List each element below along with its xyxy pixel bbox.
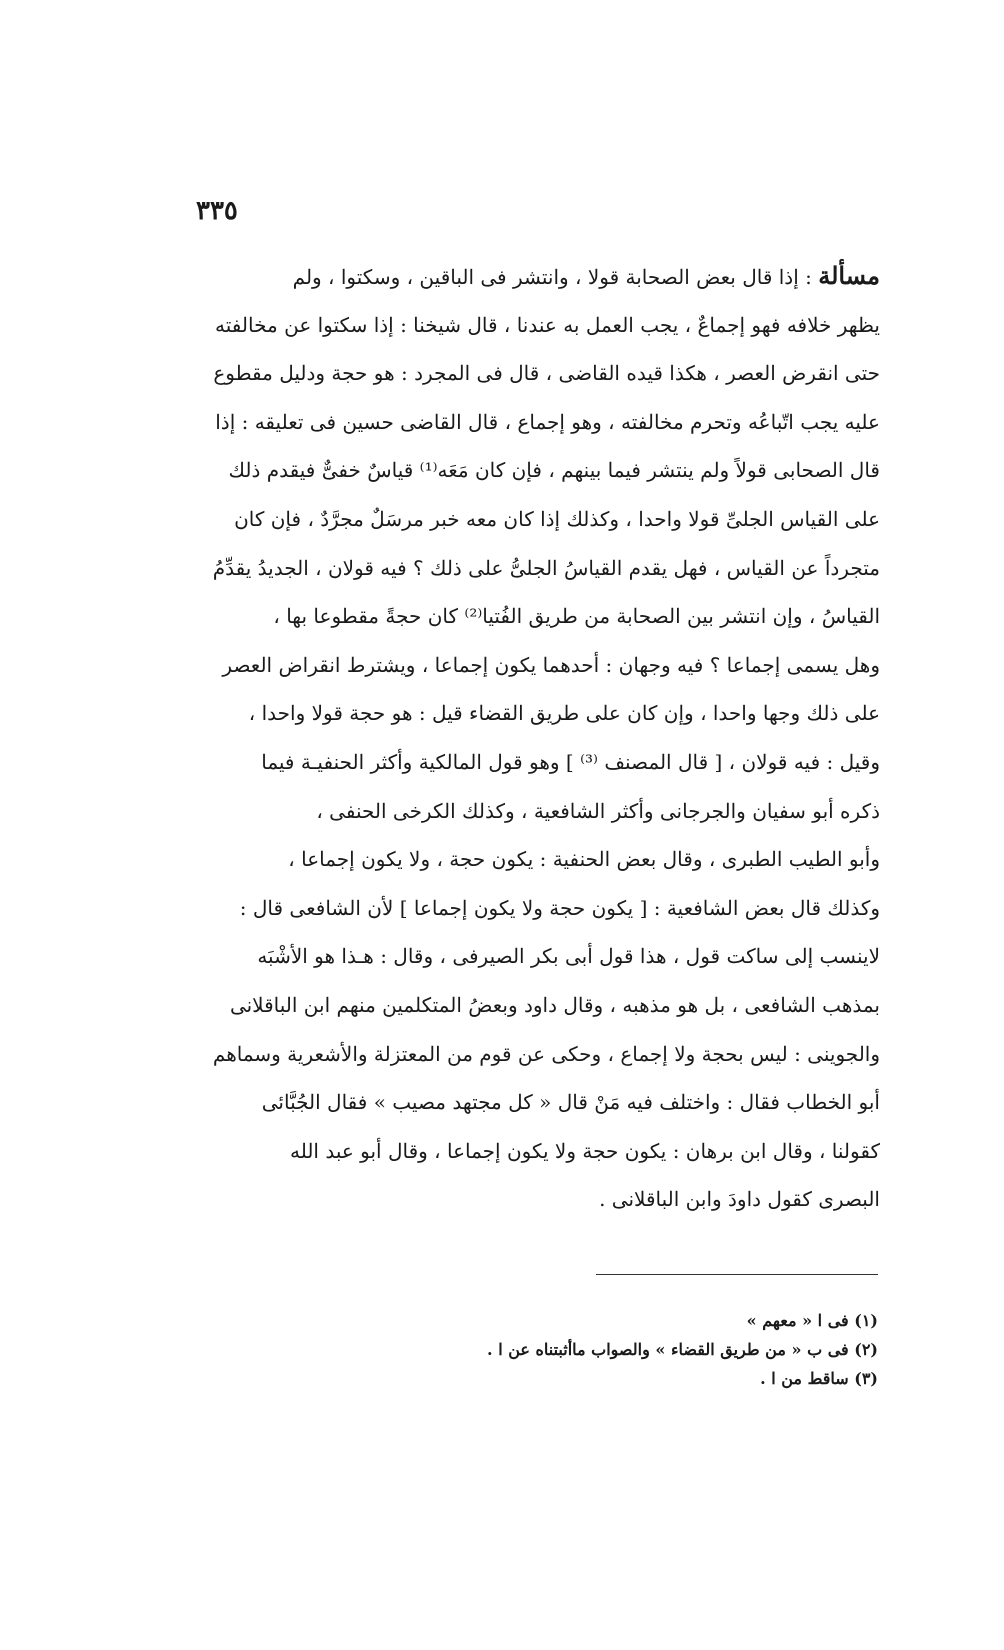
footnote-2: (٢) فى ب « من طريق القضاء » والصواب ماأثبتناه عن ا . [487, 1340, 878, 1359]
footnote-divider [596, 1274, 878, 1275]
text-line-8: القياسُ ، وإن انتشر بين الصحابة من طريق الفُتيا⁽²⁾ كان حجةً مقطوعا بها ، [273, 604, 880, 629]
text-line-7: متجرداً عن القياس ، فهل يقدم القياسُ الجلىُّ على ذلك ؟ فيه قولان ، الجديدُ يقدِّمُ [212, 555, 880, 580]
text-line-11: وقيل : فيه قولان ، [ قال المصنف ⁽³⁾ ] وهو قول المالكية وأكثر الحنفيـة فيما [261, 749, 880, 774]
text-line-1 [180, 252, 880, 301]
text-line-16: بمذهب الشافعى ، بل هو مذهبه ، وقال داود وبعضُ المتكلمين منهم ابن الباقلانى [229, 992, 880, 1017]
text-line-14: وكذلك قال بعض الشافعية : [ يكون حجة ولا يكون إجماعا ] لأن الشافعى قال : [239, 895, 880, 920]
text-line-15: لاينسب إلى ساكت قول ، هذا قول أبى بكر الصيرفى ، وقال : هـذا هو الأشْبَه [257, 944, 880, 969]
text-line-9: وهل يسمى إجماعا ؟ فيه وجهان : أحدهما يكون إجماعا ، ويشترط انقراض العصر [222, 652, 880, 677]
footnote-3: (٣) ساقط من ا . [760, 1369, 878, 1388]
page-number: ٣٣٥ [196, 196, 238, 226]
text-line-18: أبو الخطاب فقال : واختلف فيه مَنْ قال « كل مجتهد مصيب » فقال الجُبَّائى [261, 1090, 880, 1115]
heading-word: مسألة [818, 261, 880, 290]
text-line-2: يظهر خلافه فهو إجماعٌ ، يجب العمل به عندنا ، قال شيخنا : إذا سكتوا عن مخالفته [215, 312, 880, 337]
text-line-3: حتى انقرض العصر ، هكذا قيده القاضى ، قال فى المجرد : هو حجة ودليل مقطوع [213, 361, 880, 386]
text-line-17: والجوينى : ليس بحجة ولا إجماع ، وحكى عن قوم من المعتزلة والأشعرية وسماهم [212, 1041, 880, 1066]
text-line-4: عليه يجب اتّباعُه وتحرم مخالفته ، وهو إجماع ، قال القاضى حسين فى تعليقه : إذا [215, 409, 880, 434]
text-line-10: على ذلك وجها واحدا ، وإن كان على طريق القضاء قيل : هو حجة قولا واحدا ، [248, 701, 880, 726]
footnote-1: (١) فى ا « معهم » [746, 1311, 878, 1330]
text-line-5: قال الصحابى قولاً ولم ينتشر فيما بينهم ، فإن كان مَعَه⁽¹⁾ قياسٌ خفىٌّ فيقدم ذلك [228, 458, 880, 483]
footnotes [380, 1306, 878, 1393]
text-line-19: كقولنا ، وقال ابن برهان : يكون حجة ولا يكون إجماعا ، وقال أبو عبد الله [289, 1138, 880, 1163]
text-line-20: البصرى كقول داودَ وابن الباقلانى . [599, 1187, 880, 1212]
text-line-6: على القياس الجلىِّ قولا واحدا ، وكذلك إذا كان معه خبر مرسَلٌ مجرَّدٌ ، فإن كان [234, 506, 880, 531]
text-line-1-body: : إذا قال بعض الصحابة قولا ، وانتشر فى الباقين ، وسكتوا ، ولم [292, 265, 812, 289]
text-line-12: ذكره أبو سفيان والجرجانى وأكثر الشافعية ، وكذلك الكرخى الحنفى ، [316, 798, 880, 823]
text-line-13: وأبو الطيب الطبرى ، وقال بعض الحنفية : يكون حجة ، ولا يكون إجماعا ، [288, 847, 880, 872]
main-text [180, 252, 880, 1224]
